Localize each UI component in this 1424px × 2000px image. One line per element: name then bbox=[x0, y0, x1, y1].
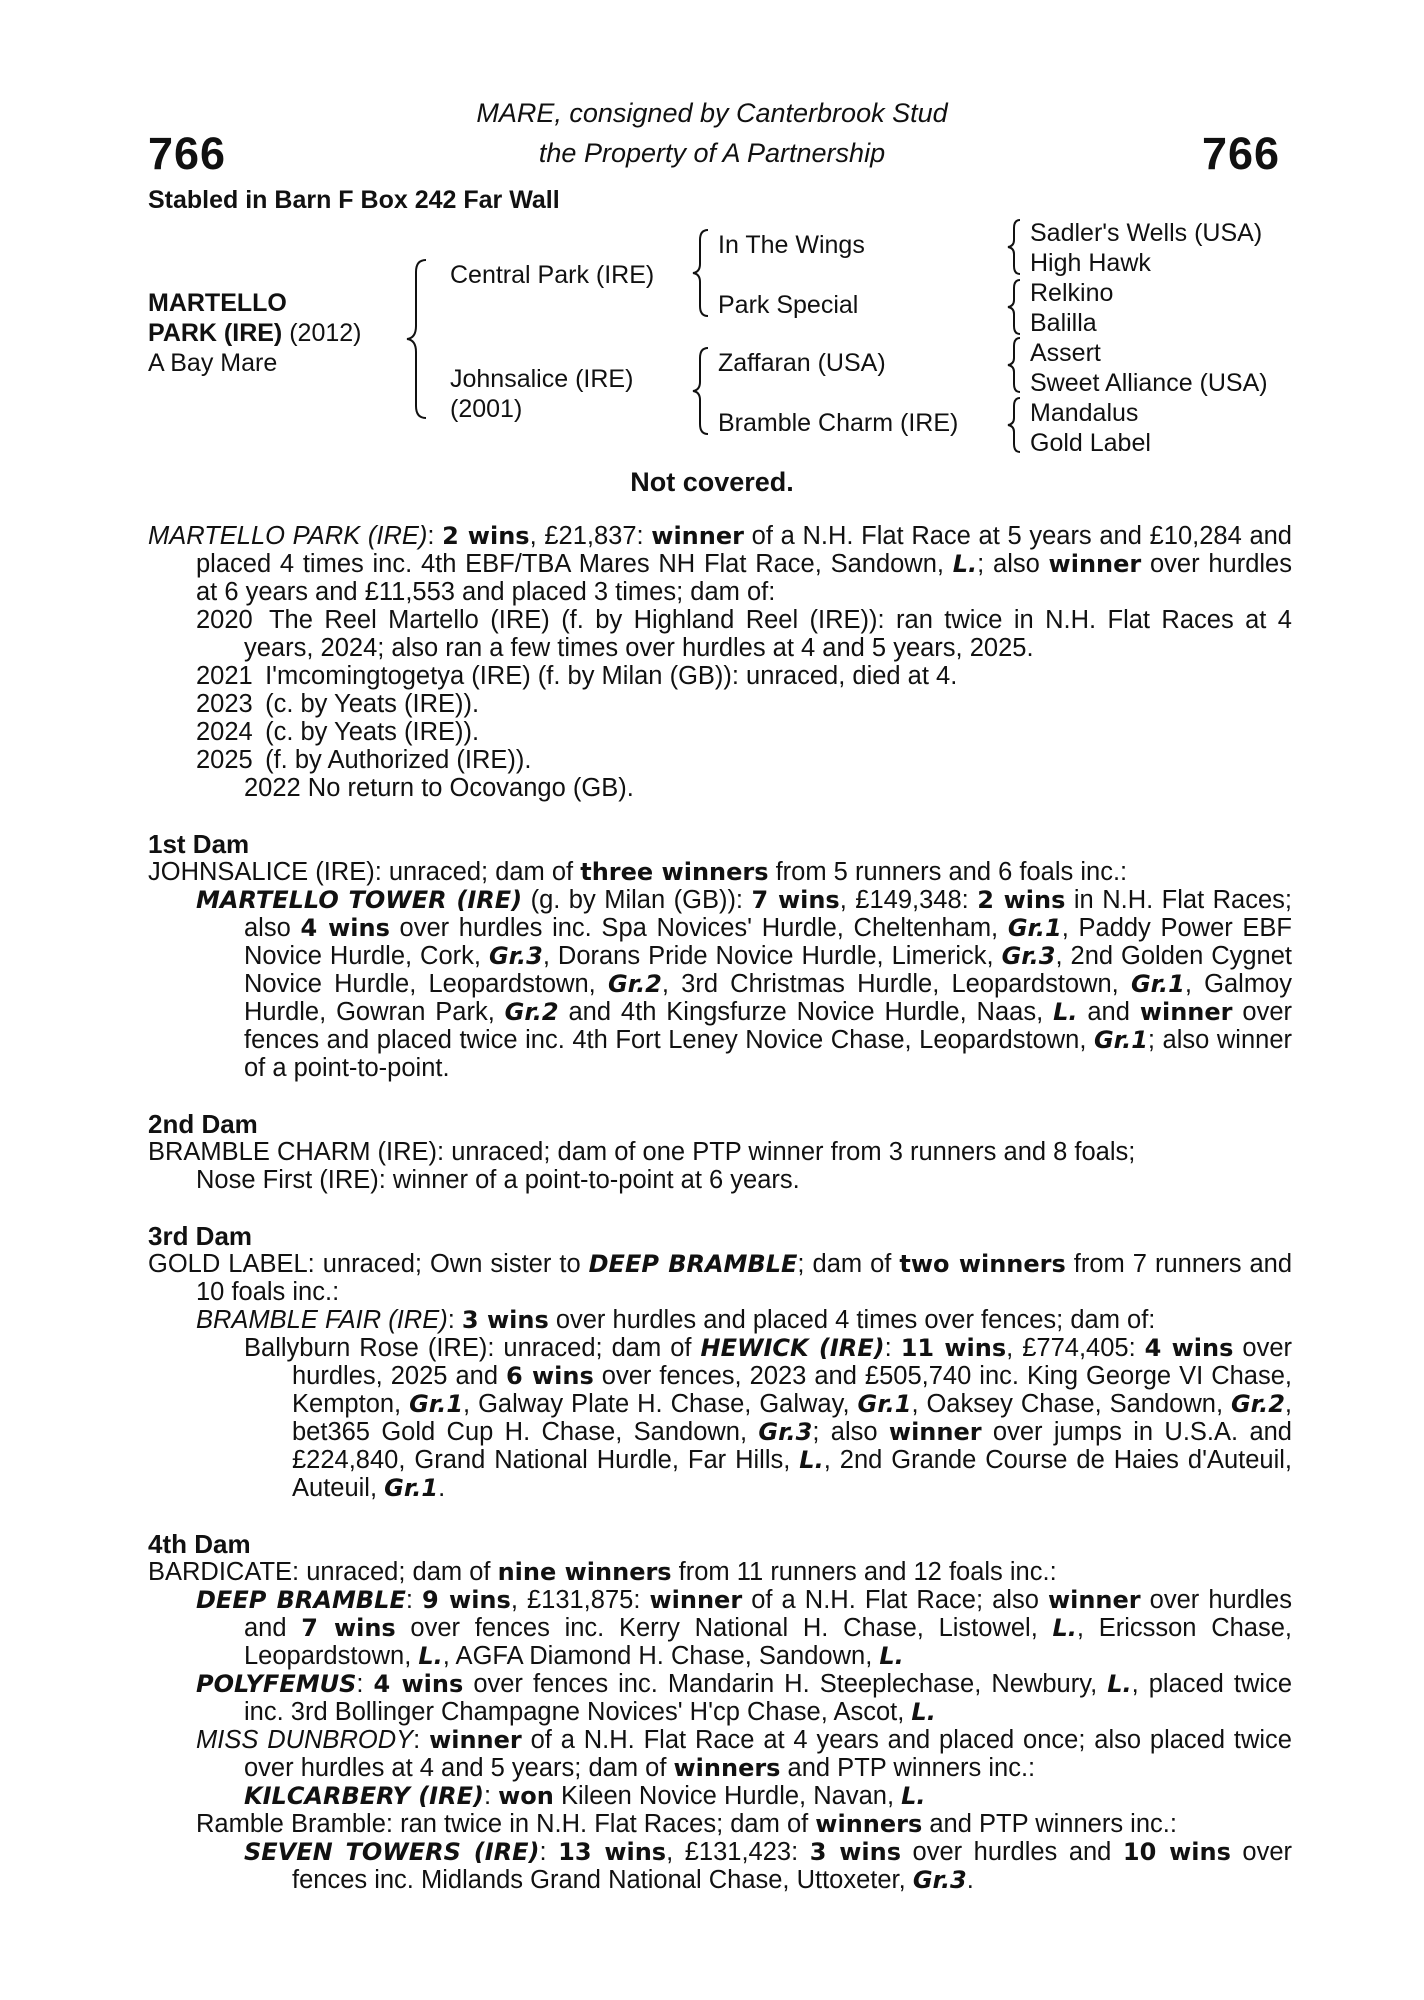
first-dam-record: JOHNSALICE (IRE): unraced; dam of three winners from 5 runners and 6 foals inc.: bbox=[148, 858, 1128, 886]
dam-year: (2001) bbox=[450, 395, 523, 423]
dam-dam-sire: Mandalus bbox=[1030, 399, 1139, 427]
property-line: the Property of A Partnership bbox=[538, 138, 886, 168]
sire-dam-dam: Balilla bbox=[1030, 309, 1097, 337]
miss-dunbrody-record: MISS DUNBRODY: winner of a N.H. Flat Race at 4 years and placed once; also placed twice over hurdles at 4 and 5 years; dam of winners and PTP winners inc.: bbox=[196, 1726, 1292, 1782]
sire-sire-dam: High Hawk bbox=[1030, 249, 1151, 277]
brace-main bbox=[404, 258, 434, 420]
section-4th-dam: 4th Dam bbox=[148, 1529, 251, 1559]
deep-bramble-record: DEEP BRAMBLE: 9 wins, £131,875: winner of a N.H. Flat Race; also winner over hurdles and 7 wins over fences inc. Kerry National H. Chase, Listowel, L., Ericsson Chase, Leopardstown, L., AGFA Diamond H. Chase, Sandown, L. bbox=[196, 1586, 1292, 1670]
horse-description: A Bay Mare bbox=[148, 349, 278, 377]
dam-sire-dam: Sweet Alliance (USA) bbox=[1030, 369, 1268, 397]
sire-sire-sire: Sadler's Wells (USA) bbox=[1030, 219, 1263, 247]
brace-ss bbox=[1004, 218, 1026, 276]
polyfemus-record: POLYFEMUS: 4 wins over fences inc. Mandarin H. Steeplechase, Newbury, L., placed twice inc. 3rd Bollinger Champagne Novices' H'cp Chase, Ascot, L. bbox=[196, 1670, 1292, 1726]
brace-ds bbox=[1004, 336, 1026, 394]
dam-dam-dam: Gold Label bbox=[1030, 429, 1151, 457]
lot-number-left: 766 bbox=[148, 128, 227, 179]
produce-2024: 2024 (c. by Yeats (IRE)). bbox=[196, 718, 480, 746]
section-2nd-dam: 2nd Dam bbox=[148, 1109, 258, 1139]
lot-number-right: 766 bbox=[1202, 128, 1281, 179]
dam: Johnsalice (IRE) bbox=[450, 365, 634, 393]
brace-sd bbox=[1004, 278, 1026, 336]
produce-2020: 2020 The Reel Martello (IRE) (f. by Highland Reel (IRE)): ran twice in N.H. Flat Races at 4 years, 2024; also ran a few times over hurdles at 4 and 5 years, 2025. bbox=[196, 606, 1292, 662]
sire-dam: Park Special bbox=[718, 291, 859, 319]
subject-record: MARTELLO PARK (IRE): 2 wins, £21,837: winner of a N.H. Flat Race at 5 years and £10,284 and placed 4 times inc. 4th EBF/TBA Mares NH Flat Race, Sandown, L.; also winner over hurdles at 6 years and £11,553 and placed 3 times; dam of: bbox=[148, 522, 1292, 606]
third-dam-record: GOLD LABEL: unraced; Own sister to DEEP BRAMBLE; dam of two winners from 7 runners and 10 foals inc.: bbox=[148, 1250, 1293, 1306]
martello-tower-record: MARTELLO TOWER (IRE) (g. by Milan (GB)): 7 wins, £149,348: 2 wins in N.H. Flat Races; also 4 wins over hurdles inc. Spa Novices' Hurdle, Cheltenham, Gr.1, Paddy Power EBF Novice Hurdle, Cork, Gr.3, Dorans Pride Novice Hurdle, Limerick, Gr.3, 2nd Golden Cygnet Novice Hurdle, Leopardstown, Gr.2, 3rd Christmas Hurdle, Leopardstown, Gr.1, Galmoy Hurdle, Gowran Park, Gr.2 and 4th Kingsfurze Novice Hurdle, Naas, L. and winner over fences and placed twice inc. 4th Fort Leney Novice Chase, Leopardstown, Gr.1; also winner of a point-to-point. bbox=[196, 886, 1293, 1082]
dam-dam: Bramble Charm (IRE) bbox=[718, 409, 959, 437]
dam-sire-sire: Assert bbox=[1030, 339, 1101, 367]
second-dam-record: BRAMBLE CHARM (IRE): unraced; dam of one PTP winner from 3 runners and 8 foals; bbox=[148, 1138, 1136, 1166]
stabled-location: Stabled in Barn F Box 242 Far Wall bbox=[148, 186, 560, 214]
nose-first-record: Nose First (IRE): winner of a point-to-point at 6 years. bbox=[196, 1166, 800, 1194]
produce-2023: 2023 (c. by Yeats (IRE)). bbox=[196, 690, 480, 718]
produce-2025: 2025 (f. by Authorized (IRE)). bbox=[196, 746, 532, 774]
brace-sire bbox=[690, 228, 714, 318]
horse-name: MARTELLO bbox=[148, 289, 287, 317]
section-3rd-dam: 3rd Dam bbox=[148, 1221, 253, 1251]
ramble-bramble-record: Ramble Bramble: ran twice in N.H. Flat Races; dam of winners and PTP winners inc.: bbox=[196, 1810, 1177, 1838]
ballyburn-rose-record: Ballyburn Rose (IRE): unraced; dam of HEWICK (IRE): 11 wins, £774,405: 4 wins over hurdles, 2025 and 6 wins over fences, 2023 and £505,740 inc. King George VI Chase, Kempton, Gr.1, Galway Plate H. Chase, Galway, Gr.1, Oaksey Chase, Sandown, Gr.2, bet365 Gold Cup H. Chase, Sandown, Gr.3; also winner over jumps in U.S.A. and £224,840, Grand National Hurdle, Far Hills, L., 2nd Grande Course de Haies d'Auteuil, Auteuil, Gr.1. bbox=[244, 1334, 1293, 1502]
catalogue-body bbox=[148, 522, 1292, 1894]
section-1st-dam: 1st Dam bbox=[148, 829, 250, 859]
horse-name-line2: PARK (IRE) (2012) bbox=[148, 319, 362, 347]
covering-status: Not covered. bbox=[630, 467, 794, 497]
consignor-line: MARE, consigned by Canterbrook Stud bbox=[476, 98, 948, 128]
sire: Central Park (IRE) bbox=[450, 261, 655, 289]
bramble-fair-record: BRAMBLE FAIR (IRE): 3 wins over hurdles and placed 4 times over fences; dam of: bbox=[196, 1306, 1156, 1334]
brace-dd bbox=[1004, 396, 1026, 454]
kilcarbery-record: KILCARBERY (IRE): won Kileen Novice Hurdle, Navan, L. bbox=[244, 1782, 926, 1810]
brace-dam bbox=[690, 346, 714, 436]
sire-dam-sire: Relkino bbox=[1030, 279, 1114, 307]
seven-towers-record: SEVEN TOWERS (IRE): 13 wins, £131,423: 3 wins over hurdles and 10 wins over fences inc. Midlands Grand National Chase, Uttoxeter, Gr.3. bbox=[244, 1838, 1293, 1894]
fourth-dam-record: BARDICATE: unraced; dam of nine winners from 11 runners and 12 foals inc.: bbox=[148, 1558, 1057, 1586]
dam-sire: Zaffaran (USA) bbox=[718, 349, 886, 377]
produce-2022-note: 2022 No return to Ocovango (GB). bbox=[244, 774, 634, 802]
sire-sire: In The Wings bbox=[718, 231, 865, 259]
produce-2021: 2021 I'mcomingtogetya (IRE) (f. by Milan (GB)): unraced, died at 4. bbox=[196, 662, 958, 690]
